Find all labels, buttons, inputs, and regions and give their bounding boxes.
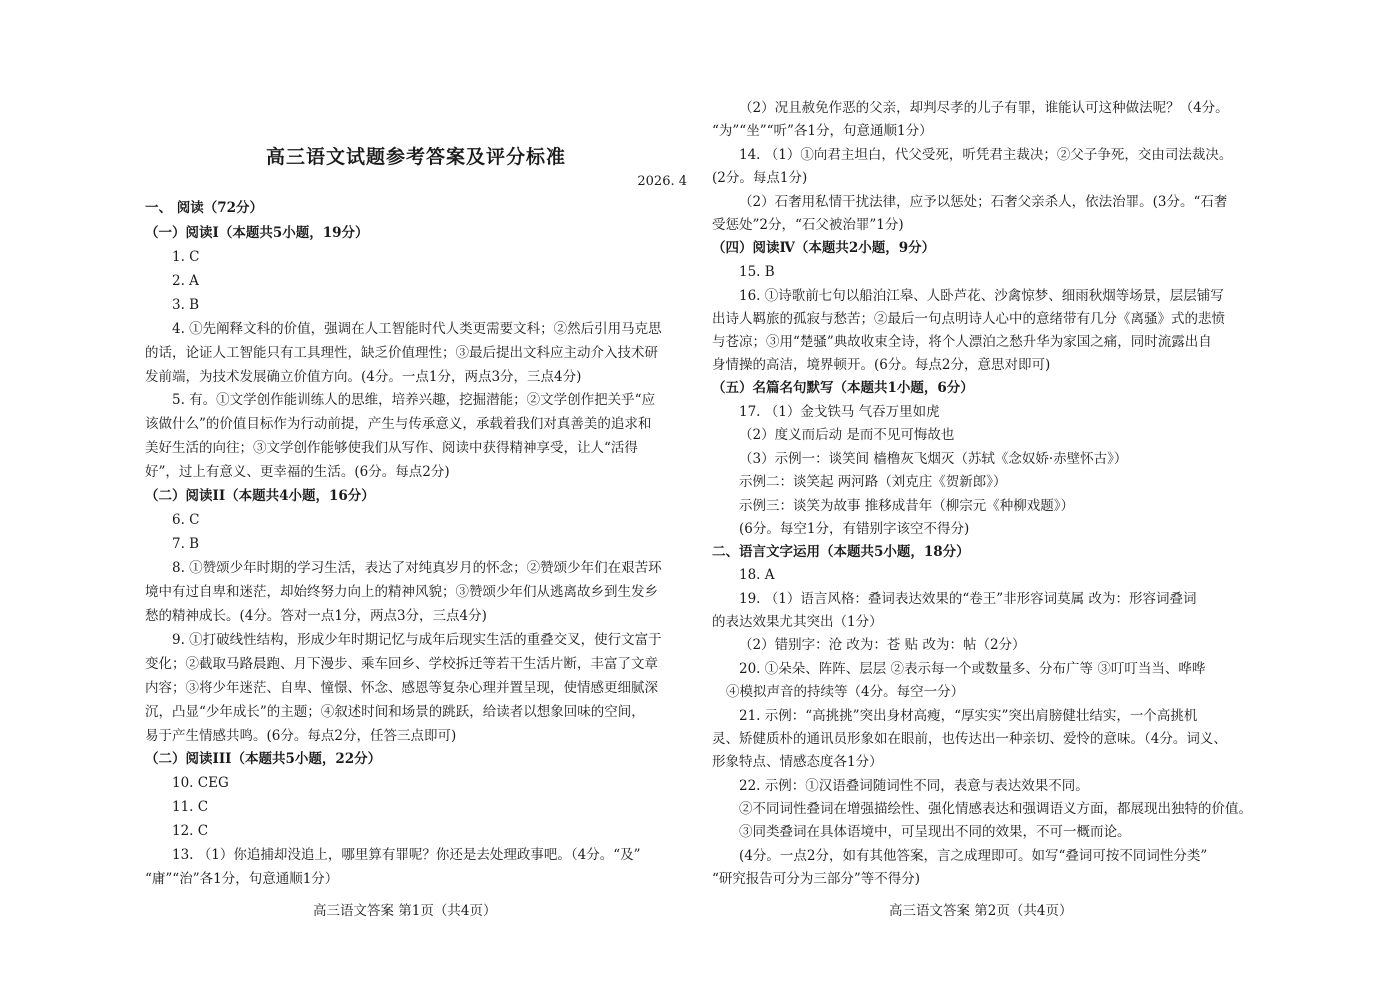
answer-line: 形象特点、情感态度各1分） xyxy=(712,754,883,770)
answer-line: 7. B xyxy=(172,536,200,552)
answer-line: 沉，凸显“少年成长”的主题；④叙述时间和场景的跳跃，给读者以想象回味的空间， xyxy=(145,704,645,720)
answer-line: 出诗人羁旅的孤寂与愁苦；②最后一句点明诗人心中的意绪带有几分《离骚》式的悲愤 xyxy=(712,311,1225,327)
answer-line: 18. A xyxy=(739,567,775,583)
answer-line: （2）度义而后动 是而不见可悔故也 xyxy=(739,427,955,443)
answer-line: 境中有过自卑和迷茫，却始终努力向上的精神风貌；③赞颂少年们从逃离故乡到生发乡 xyxy=(145,584,658,600)
exam-date: 2026. 4 xyxy=(637,174,687,189)
answer-line: 美好生活的向往；③文学创作能够使我们从写作、阅读中获得精神享受，让人“活得 xyxy=(145,440,638,456)
answer-line: 4. ①先阐释文科的价值，强调在人工智能时代人类更需要文科；②然后引用马克思 xyxy=(172,321,662,337)
answer-line: 5. 有。①文学创作能训练人的思维，培养兴趣，挖掘潜能；②文学创作把关乎“应 xyxy=(172,392,656,408)
answer-line: 好”，过上有意义、更幸福的生活。(6分。每点2分) xyxy=(145,464,450,480)
answer-line: 灵、矫健质朴的通讯员形象如在眼前，也传达出一种亲切、爱怜的意味。（4分。词义、 xyxy=(712,731,1227,747)
answer-line: “为”“坐”“听”各1分，句意通顺1分） xyxy=(712,123,933,139)
answer-line: 21. 示例：“高挑挑”突出身材高瘦，“厚实实”突出肩膀健壮结实，一个高挑机 xyxy=(739,708,1198,724)
answer-line: （3）示例一：谈笑间 樯橹灰飞烟灭（苏轼《念奴娇·赤壁怀古》） xyxy=(739,451,1128,467)
answer-line: 14. （1）①向君主坦白，代父受死，听凭君主裁决；②父子争死，交由司法裁决。 xyxy=(739,147,1233,163)
answer-line: ②不同词性叠词在增强描绘性、强化情感表达和强调语义方面，都展现出独特的价值。 xyxy=(739,801,1252,817)
page-footer: 高三语文答案 第1页（共4页） xyxy=(313,903,497,919)
answer-line: 1. C xyxy=(172,249,200,265)
answer-line: 12. C xyxy=(172,823,209,839)
answer-line: “研究报告可分为三部分”等不得分) xyxy=(712,871,921,887)
answer-line: 示例二：谈笑起 两河路（刘克庄《贺新郎》） xyxy=(739,474,1007,490)
answer-line: 身情操的高洁，境界顿开。(6分。每点2分，意思对即可) xyxy=(712,357,1051,373)
answer-line: 15. B xyxy=(739,264,775,280)
answer-line: 9. ①打破线性结构，形成少年时期记忆与成年后现实生活的重叠交叉，使行文富于 xyxy=(172,632,662,648)
answer-line: 8. ①赞颂少年时期的学习生活，表达了对纯真岁月的怀念；②赞颂少年们在艰苦环 xyxy=(172,560,662,576)
answer-line: 22. 示例：①汉语叠词随词性不同，表意与表达效果不同。 xyxy=(739,778,1089,794)
page-footer: 高三语文答案 第2页（共4页） xyxy=(889,903,1073,919)
answer-line: “庸”“治”各1分，句意通顺1分） xyxy=(145,871,339,887)
answer-line: 11. C xyxy=(172,799,209,815)
answer-line: 该做什么”的价值目标作为行动前提，产生与传承意义，承载着我们对真善美的追求和 xyxy=(145,416,652,432)
answer-line: 的表达效果尤其突出（1分） xyxy=(712,614,883,630)
answer-line: 易于产生情感共鸣。(6分。每点2分，任答三点即可) xyxy=(145,728,457,744)
answer-line: 发前端，为技术发展确立价值方向。(4分。一点1分，两点3分，三点4分) xyxy=(145,369,582,385)
subsection-heading: （一）阅读I（本题共5小题，19分） xyxy=(145,225,369,241)
answer-line: (4分。一点2分，如有其他答案，言之成理即可。如写“叠词可按不同词性分类” xyxy=(739,848,1208,864)
answer-line: ③同类叠词在具体语境中，可呈现出不同的效果，不可一概而论。 xyxy=(739,824,1131,840)
answer-line: 16. ①诗歌前七句以船泊江皋、人卧芦花、沙禽惊梦、细雨秋烟等场景，层层铺写 xyxy=(739,288,1224,304)
answer-line: ④模拟声音的持续等（4分。每空一分） xyxy=(726,684,965,700)
answer-line: 的话，论证人工智能只有工具理性，缺乏价值理性；③最后提出文科应主动介入技术研 xyxy=(145,345,658,361)
subsection-heading: （二）阅读II（本题共4小题，16分） xyxy=(145,488,375,504)
answer-line: （2）况且赦免作恶的父亲，却判尽孝的儿子有罪，谁能认可这种做法呢？（4分。 xyxy=(739,100,1229,116)
answer-line: 受惩处”2分，“石父被治罪”1分) xyxy=(712,217,904,233)
answer-line: 10. CEG xyxy=(172,775,229,791)
page-title: 高三语文试题参考答案及评分标准 xyxy=(265,146,566,168)
section-heading: 二、语言文字运用（本题共5小题，18分） xyxy=(712,544,970,560)
answer-line: （2）石奢用私情干扰法律，应予以惩处；石奢父亲杀人，依法治罪。(3分。“石奢 xyxy=(739,194,1228,210)
subsection-heading: （二）阅读III（本题共5小题，22分） xyxy=(145,751,382,767)
answer-line: 13. （1）你追捕却没追上，哪里算有罪呢？你还是去处理政事吧。（4分。“及” xyxy=(172,847,641,863)
answer-line: 变化；②截取马路晨跑、月下漫步、乘车回乡、学校拆迁等若干生活片断，丰富了文章 xyxy=(145,656,658,672)
answer-line: 内容；③将少年迷茫、自卑、憧憬、怀念、感恩等复杂心理并置呈现，使情感更细腻深 xyxy=(145,680,658,696)
answer-line: 20. ①朵朵、阵阵、层层 ②表示每一个或数量多、分布广等 ③叮叮当当、哗哗 xyxy=(739,661,1206,677)
answer-line: 3. B xyxy=(172,297,200,313)
answer-line: 示例三：谈笑为故事 推移成昔年（柳宗元《种柳戏题》） xyxy=(739,498,1075,514)
subsection-heading: （五）名篇名句默写（本题共1小题，6分） xyxy=(712,380,974,396)
answer-line: 愁的精神成长。(4分。答对一点1分，两点3分，三点4分) xyxy=(145,608,487,624)
answer-line: (6分。每空1分，有错别字该空不得分) xyxy=(739,521,970,537)
section-heading: 一、 阅读（72分） xyxy=(145,200,263,216)
answer-line: 17. （1）金戈铁马 气吞万里如虎 xyxy=(739,404,940,420)
answer-line: 19. （1）语言风格：叠词表达效果的“卷王”非形容词莫属 改为：形容词叠词 xyxy=(739,591,1197,607)
answer-line: 6. C xyxy=(172,512,200,528)
answer-line: 与苍凉；③用“楚骚”典故收束全诗，将个人漂泊之愁升华为家国之痛，同时流露出自 xyxy=(712,334,1212,350)
subsection-heading: （四）阅读Ⅳ（本题共2小题，9分） xyxy=(712,240,936,256)
answer-line: （2）错别字：沧 改为：苍 贴 改为：帖（2分） xyxy=(739,637,1026,653)
answer-line: 2. A xyxy=(172,273,199,289)
answer-line: (2分。每点1分) xyxy=(712,170,808,186)
